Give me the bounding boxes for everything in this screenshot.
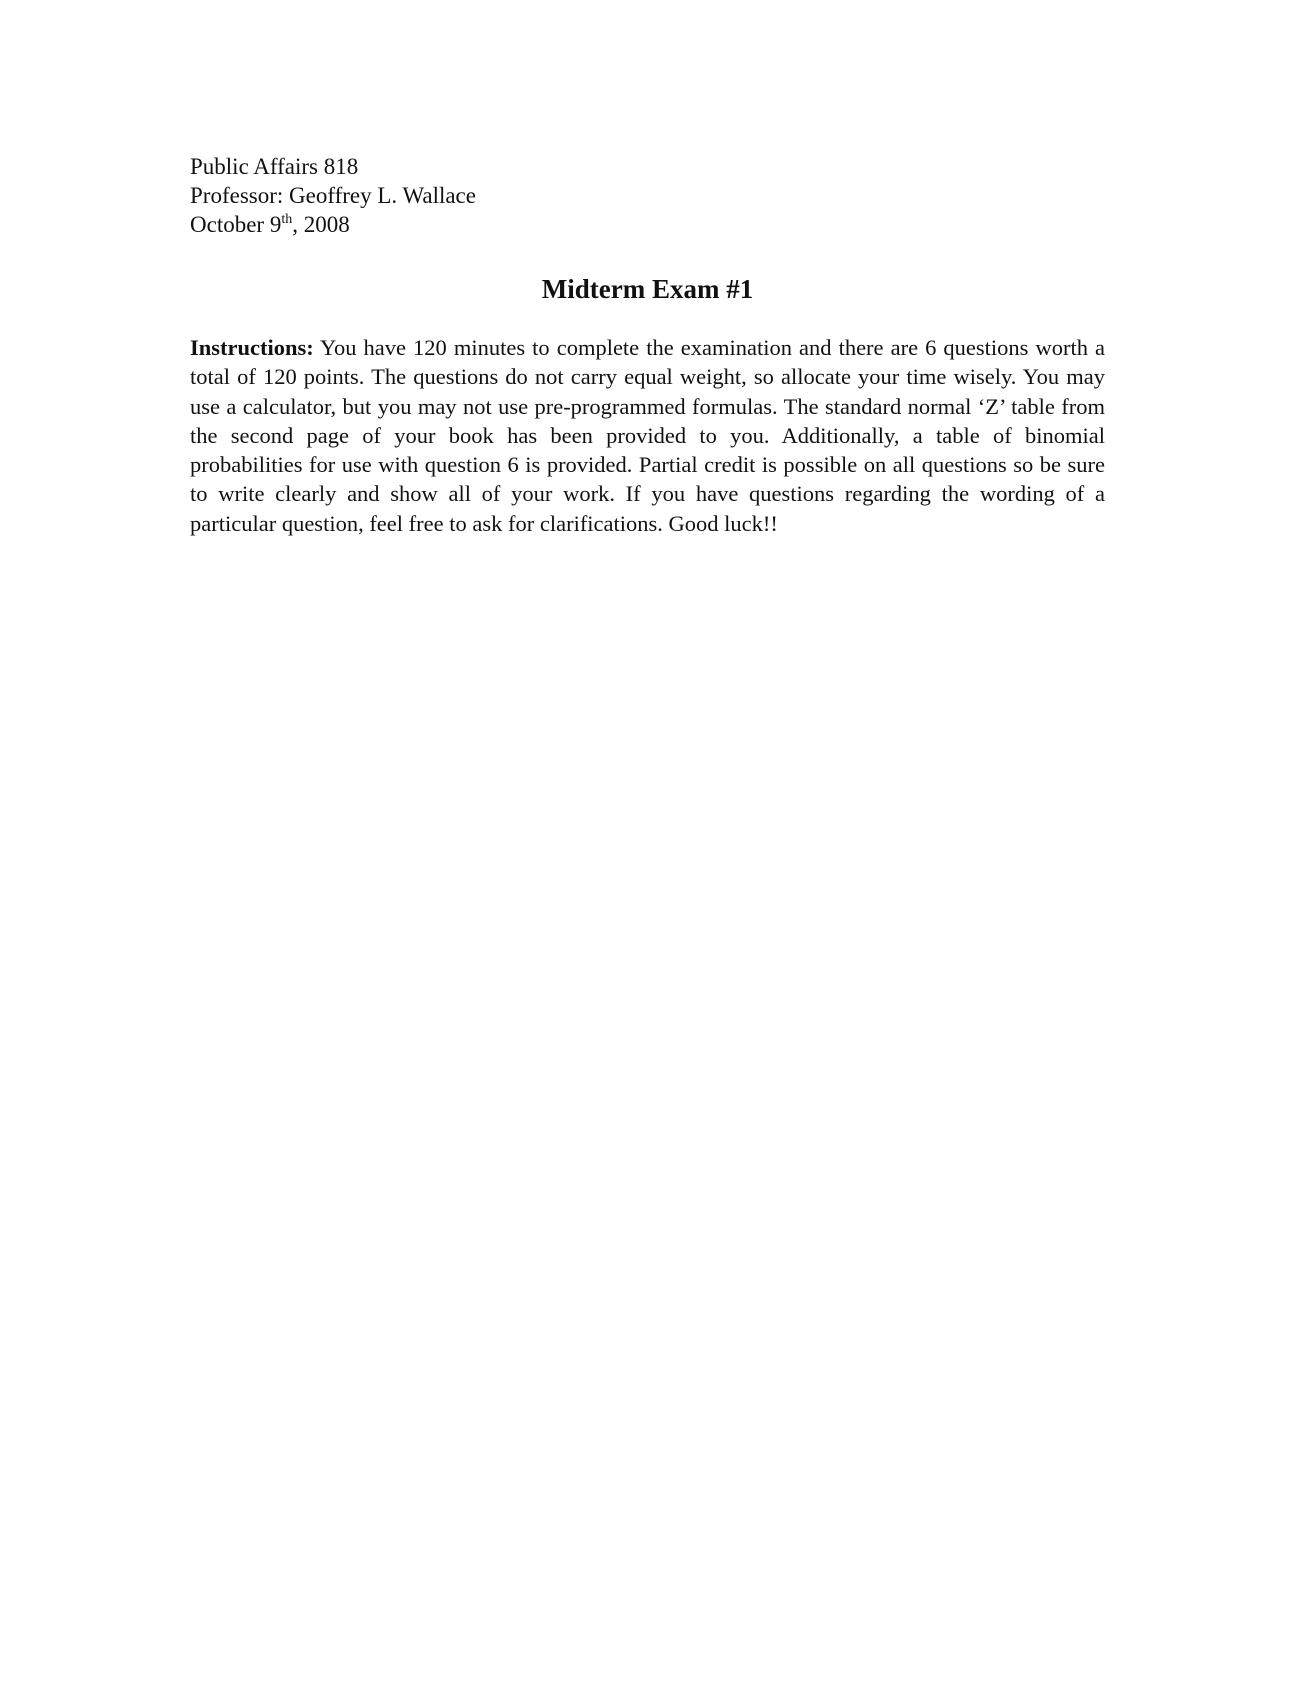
exam-date-suffix: th	[281, 212, 293, 227]
document-header	[190, 152, 476, 239]
professor-name: Professor: Geoffrey L. Wallace	[190, 183, 476, 208]
instructions-label: Instructions:	[190, 335, 314, 360]
course-name: Public Affairs 818	[190, 154, 359, 179]
exam-date-month-day: October 9	[190, 212, 282, 237]
instructions-paragraph	[190, 333, 1105, 538]
exam-date	[190, 210, 476, 239]
exam-title: Midterm Exam #1	[541, 274, 754, 304]
instructions-text: You have 120 minutes to complete the examination and there are 6 questions worth a total of 120 points. The questions do not carry equal weight, so allocate your time wisely. You may use a calculator, but you may not use pre-programmed formulas. The standard normal ‘Z’ table from the second page of your book has been provided to you. Additionally, a table of binomial probabilities for use with question 6 is provided. Partial credit is possible on all questions so be sure to write clearly and show all of your work. If you have questions regarding the wording of a particular question, feel free to ask for clarifications. Good luck!!	[190, 335, 1105, 536]
exam-date-year: , 2008	[292, 212, 350, 237]
